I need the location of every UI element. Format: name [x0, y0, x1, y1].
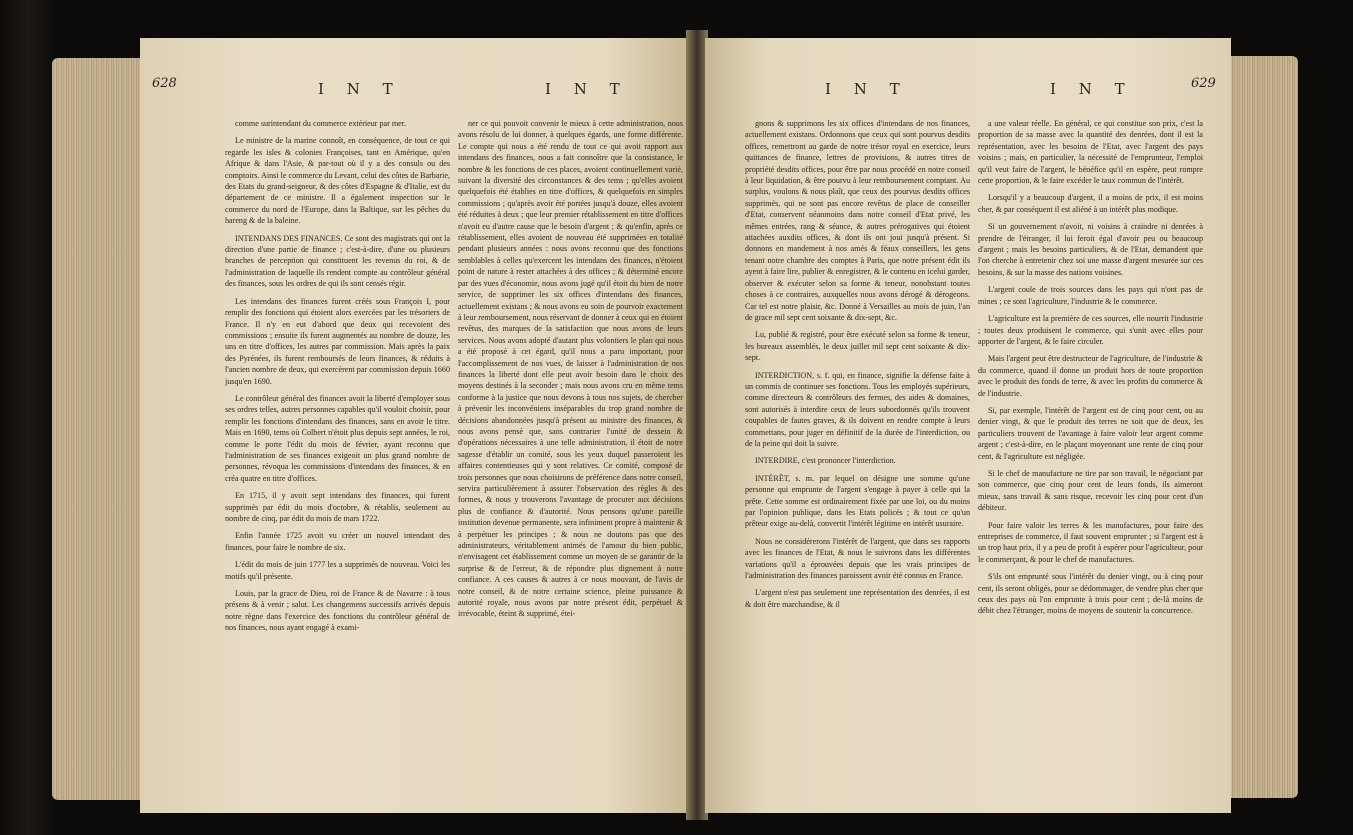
paragraph: Si, par exemple, l'intérêt de l'argent est de cinq pour cent, ou au denier vingt, & que le produit des terres ne soit que de deux, les particuliers trouvent de l'avantage à faire valoir leur argent comme argent ; c'est-à-dire, en le plaçant moyennant une rente de cinq pour cent, & l'agriculture est négligée.	[978, 405, 1203, 461]
paragraph: Si le chef de manufacture ne tire par son travail, le négociant par son commerce, que cinq pour cent de leurs fonds, ils aimeront mieux, sans travail & sans risque, recevoir les cinq pour cent d'un débiteur.	[978, 468, 1203, 513]
paragraph: Les intendans des finances furent créés sous François I, pour remplir des fonctions qui étoient alors exercées par les trésoriers de France. Il n'y en eut d'abord que deux qui recevoient des commissions ; ensuite ils furent augmentés au nombre de douze, les uns en titre d'offices, les autres par commission. Mais après la paix des Pyrénées, ils furent remboursés de leurs finances, & réduits à l'ancien nombre de deux, qui exercèrent par commission depuis 1660 jusqu'en 1690.	[225, 296, 450, 386]
paragraph: Louis, par la grace de Dieu, roi de France & de Navarre : à tous présens & à venir ; salut. Les changemens successifs arrivés depuis notre règne dans l'exercice des fonctions du contrôleur général de nos finances, nous ayant engagé à exami-	[225, 589, 450, 633]
paragraph: Mais l'argent peut être destructeur de l'agriculture, de l'industrie & du commerce, quand il donne un produit hors de toute proportion avec le produit des fonds de terre, & avec les profits du commerce & de l'industrie.	[978, 354, 1203, 398]
paragraph: INTERDIRE, c'est prononcer l'interdiction.	[755, 456, 896, 466]
right-page	[705, 38, 1231, 813]
running-head-left-1: I N T	[318, 80, 402, 98]
paragraph: a une valeur réelle. En général, ce qui constitue son prix, c'est la proportion de sa masse avec la quantité des denrées, dont il est la représentation, avec les besoins de l'Etat, avec l'argent des pays voisins ; mais, en particulier, la nécessité de l'emprunteur, l'emploi qu'il veut faire de l'argent, le bénéfice qu'il en espère, peut rompre cette proportion, & le faire excéder le taux commun de l'intérêt.	[978, 119, 1203, 186]
paragraph: S'ils ont emprunté sous l'intérêt du denier vingt, ou à cinq pour cent, ils seront obligés, pour se dédommager, de vendre plus cher que ceux des pays où l'on emprunte à trois pour cent ; de-là moins de débit chez l'étranger, moins de moyens de soutenir la concurrence.	[978, 572, 1203, 616]
paragraph: ner ce qui pouvoit convenir le mieux à cette administration, nous avons résolu de lui donner, à quelques égards, une forme différente. Le compte qui nous a été rendu de tout ce qui avoit rapport aux intendans des finances, nous a fait connoître que la consistance, le nombre & les fonctions de ces places, avoient continuellement varié, suivant la diversité des circonstances & des tems ; qu'elles avoient quelquefois été établies en titre d'offices, & quelquefois en simples commissions ; qu'après avoir été portées jusqu'à douze, elles avoient été réduites à deux ; que leur premier rétablissement en titre d'offices n'avoit eu d'autre cause que le besoin d'argent ; & qu'enfin, après ce rétablissement, elles avoient de nouveau été supprimées en totalité pendant plusieurs années : nous avons reconnu que des fonctions semblables à celles qu'exercent les intendans des finances, n'étoient point de nature à rester attachées à des offices ; & déterminé encore par des vues d'économie, nous avons jugé qu'il étoit du bien de notre service, de supprimer les six offices d'intendans des finances, actuellement existans ; & nous avons eu soin de pourvoir exactement à leur remboursement, nous réservant de donner à ceux qui en étoient revêtus, des marques de la satisfaction que nous avons de leurs services. Nous avons adopté d'autant plus volontiers le plan qui nous a été proposé à cet égard, qu'il nous a paru important, pour l'accomplissement de nos vues, de laisser à l'administration de nos finances la liberté dont elle peut avoir besoin dans le choix des moyens destinés à la seconder ; mais nous avons cru en même tems conforme à la justice que nous devons à tous nos sujets, de chercher à prévenir les inconvéniens inséparables du trop grand nombre de décisions abandonnées jusqu'à présent au ministre des finances, & nous avons pensé que, sans contrarier l'unité de dessein & d'opérations nécessaires à une telle administration, il étoit de notre sagesse d'établir un comité, sous les yeux duquel passeroient les affaires contentieuses qui y sont relatives. Ce comité, composé de trois personnes que nous choisirons de préférence dans notre conseil, servira particulièrement à assurer l'observation des règles & des formes, & nous y trouverons l'avantage de procurer aux décisions plus de confiance & d'autorité. Nous pensons qu'une pareille institution devenue permanente, sera infiniment propre à maintenir & à perpétuer les principes ; & nous ne doutons pas que des administrateurs, véritablement animés de l'amour du bien public, n'envisagent cet établissement comme un moyen de se garantir de la surprise & de l'erreur, & de répondre plus dignement à notre confiance. A ces causes & autres à ce nous mouvant, de l'avis de notre conseil, & de notre certaine science, pleine puissance & autorité royale, nous avons par notre présent édit, perpétuel & irrévocable, éteint & supprimé, étei-	[458, 119, 683, 619]
page-edges-left	[52, 58, 140, 800]
paragraph: L'édit du mois de juin 1777 les a supprimés de nouveau. Voici les motifs qu'il présente.	[225, 560, 450, 581]
paragraph: L'argent coule de trois sources dans les pays qui n'ont pas de mines ; ce sont l'agriculture, l'industrie & le commerce.	[978, 285, 1203, 306]
paragraph: Nous ne considérerons l'intérêt de l'argent, que dans ses rapports avec les finances de l'Etat, & nous le suivrons dans les différentes variations qu'il a éprouvées depuis que les vrais principes de l'administration des finances paroissent avoir été connus en France.	[745, 536, 970, 581]
paragraph: Si un gouvernement n'avoit, ni voisins à craindre ni denrées à prendre de l'étranger, il lui feroit égal d'avoir peu ou beaucoup d'argent ; mais les besoins particuliers, & de l'Etat, demandent que l'on cherche à entretenir chez soi une masse d'argent mesurée sur ces besoins, & sur la masse des nations voisines.	[978, 222, 1203, 277]
running-head-right-2: I N T	[1050, 80, 1134, 98]
paragraph: INTENDANS DES FINANCES. Ce sont des magistrats qui ont la direction d'une partie de finance ; c'est-à-dire, d'une ou plusieurs branches de perception qui constituent les revenus du roi, & de l'administration de laquelle ils rendent compte au contrôleur général des finances, sous les ordres de qui ils sont censés régir.	[225, 233, 450, 289]
page-number-left: 628	[152, 76, 177, 91]
paragraph: Enfin l'année 1725 avoit vu créer un nouvel intendant des finances, pour faire le nombre de six.	[225, 531, 450, 552]
paragraph: Le ministre de la marine connoît, en conséquence, de tout ce qui regarde les isles & colonies Françoises, tant en Amérique, qu'en Afrique & dans l'Asie, & par-tout où il y a des consuls ou des comptoirs. Ainsi le commerce du Levant, celui des côtes de Barbarie, des Etats du grand-seigneur, & des côtes d'Espagne & d'Italie, est du département de ce ministre. Il a également inspection sur le commerce du nord de l'Europe, dans la Baltique, sur les pêches du hareng & de la baleine.	[225, 136, 450, 226]
paragraph: L'agriculture est la première de ces sources, elle nourrit l'industrie ; toutes deux produisent le commerce, qui s'unit avec elles pour apporter de l'argent, & le faire circuler.	[978, 314, 1203, 346]
paragraph: Lorsqu'il y a beaucoup d'argent, il a moins de prix, il est moins cher, & par conséquent il est aliéné à un intérêt plus modique.	[978, 193, 1203, 214]
paragraph: INTERDICTION, s. f. qui, en finance, signifie la défense faite à un commis de continuer ses fonctions. Tous les employés supérieurs, comme directeurs & contrôleurs des fermes, des aides & domaines, sont autorisés à interdire ceux de leurs subordonnés qu'ils trouvent coupables de fautes graves, & ils doivent en rendre compte à leurs commettans, pour juger en définitif de la durée de l'interdiction, ou de la peine qui doit la suivre.	[745, 370, 970, 448]
paragraph: Lu, publié & registré, pour être exécuté selon sa forme & teneur, les bureaux assemblés, le deux juillet mil sept cent soixante & dix-sept.	[745, 330, 970, 363]
paragraph: L'argent n'est pas seulement une représentation des denrées, il est & doit être marchandise, & il	[745, 588, 970, 609]
paragraph: gnons & supprimons les six offices d'intendans de nos finances, actuellement existans. Ordonnons que ceux qui sont pourvus desdits offices, remettront au garde de notre trésor royal en exercice, leurs quittances de finance, lettres de provisions, & autres titres de propriété desdits offices, pour être par nous procédé en notre conseil à leur liquidation, & être pourvu à leur remboursement comptant. Au surplus, voulons & nous plaît, que ceux des pourvus desdits offices supprimés, qui ne sont pas encore revêtus de place de conseiller d'Etat, conservent néanmoins dans notre conseil d'Etat privé, les mêmes entrées, rang & séance, & autres prérogatives qui étoient attachées auxdits offices, & dont ils ont joui jusqu'à présent. Si donnons en mandement à nos amés & féaux conseillers, les gens tenant notre chambre des comptes à Paris, que notre présent édit ils ayent à faire lire, publier & enregistrer, & le contenu en icelui garder, observer & exécuter selon sa forme & teneur, nonobstant toutes choses à ce contraires, auxquelles nous avons dérogé & dérogeons. Car tel est notre plaisir, &c. Donné à Versailles au mois de juin, l'an de grace mil sept cent soixante & dix-sept, &c.	[745, 119, 970, 322]
right-page-column-1	[745, 118, 970, 813]
left-page-column-2	[458, 118, 683, 813]
running-head-right-1: I N T	[825, 80, 909, 98]
paragraph: comme surintendant du commerce extérieur par mer.	[235, 119, 407, 128]
running-head-left-2: I N T	[545, 80, 629, 98]
paragraph: Le contrôleur général des finances avoit la liberté d'employer sous ses ordres telles, autres personnes capables qu'il vouloit choisir, pour remplir les fonctions d'intendans des finances, sans en avoir le titre. Mais en 1690, tems où Colbert n'étoit plus depuis sept années, le roi, comme le porte l'édit du mois de février, ayant reconnu que l'administration de ses finances exigeoit un plus grand nombre de personnes, révoqua les commissions d'intendans des finances, & en créa quatre en titre d'offices.	[225, 393, 450, 483]
paragraph: INTÉRÊT, s. m. par lequel on désigne une somme qu'une personne qui emprunte de l'argent s'engage à payer à celle qui la prête. Cette somme est ordinairement fixée par une loi, ou du moins par l'opinion publique, dans les Etats policés ; & tout ce qu'un prêteur exige au-delà, convertit l'intérêt légitime en intérêt usuraire.	[745, 473, 970, 529]
paragraph: En 1715, il y avoit sept intendans des finances, qui furent supprimés par édit du mois d'octobre, & rétablis, seulement au nombre de cinq, par édit du mois de mars 1722.	[225, 491, 450, 523]
left-page-column-1	[225, 118, 450, 813]
right-page-column-2	[978, 118, 1203, 813]
page-number-right: 629	[1191, 76, 1216, 91]
paragraph: Pour faire valoir les terres & les manufactures, pour faire des entreprises de commerce, il faut souvent emprunter ; si l'argent est à un trop haut prix, il y a peu de profit à espérer pour l'agriculteur, pour le commerçant, & pour le chef de manufactures.	[978, 520, 1203, 564]
left-page	[140, 38, 688, 813]
page-edges-right	[1228, 56, 1298, 798]
